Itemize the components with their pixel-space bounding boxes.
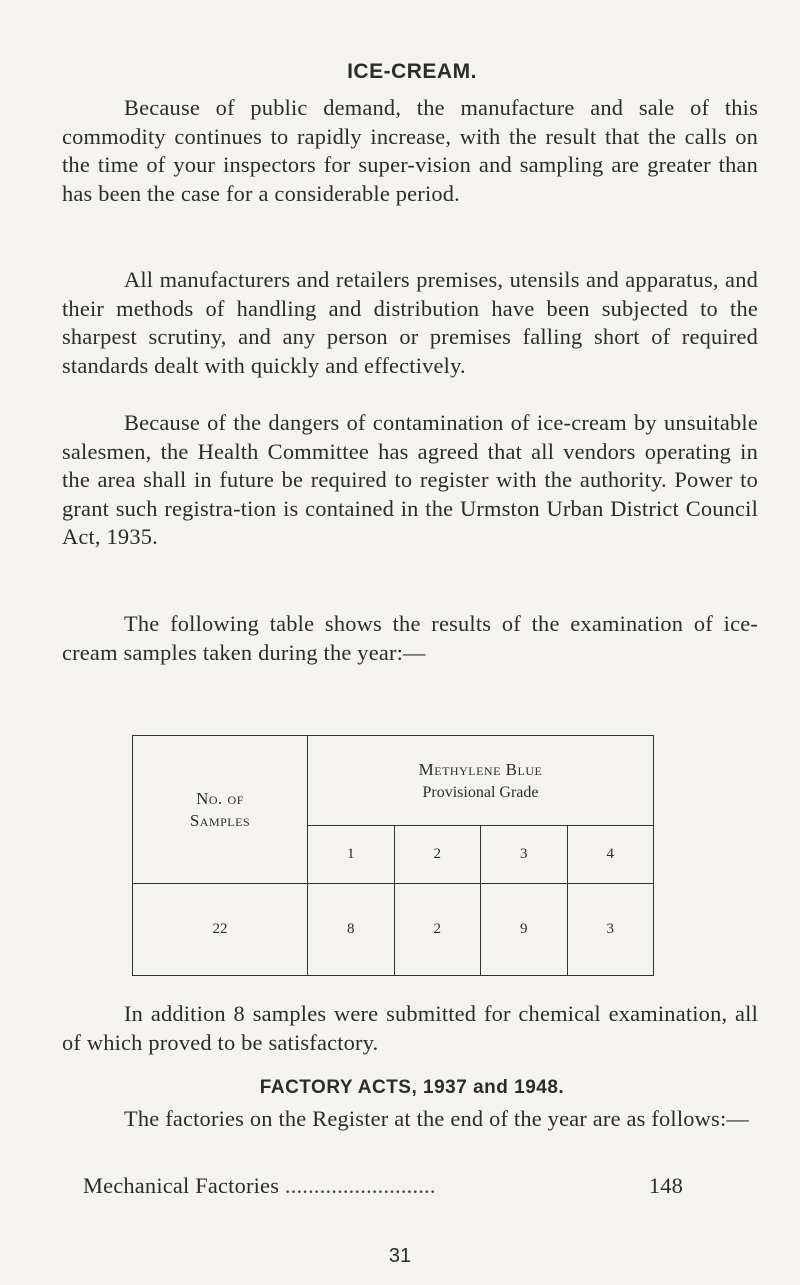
grade-1-value: 8 bbox=[308, 884, 395, 976]
samples-table bbox=[132, 735, 654, 975]
grade-subheader: Provisional Grade bbox=[422, 783, 539, 801]
page-number: 31 bbox=[388, 1245, 412, 1267]
grade-1-header: 1 bbox=[308, 826, 395, 884]
paragraph-table-intro: The following table shows the results of the examination of ice-cream samples taken during the year:— bbox=[62, 611, 758, 665]
grade-header: Methylene Blue bbox=[418, 759, 543, 779]
paragraph-contamination: Because of the dangers of contamination of ice-cream by unsuitable salesmen, the Health Committee has agreed that all vendors operating in the area shall in future be required to register with the authority. Power to grant such registra-tion is contained in the Urmston Urban District Council Act, 1935. bbox=[62, 410, 758, 550]
grade-2-header: 2 bbox=[394, 826, 481, 884]
samples-header-cell bbox=[133, 736, 308, 884]
grade-3-value: 9 bbox=[481, 884, 568, 976]
ice-cream-heading: ICE-CREAM. bbox=[347, 60, 477, 83]
mechanical-factories-value: 148 bbox=[648, 1173, 683, 1198]
grade-header-cell bbox=[308, 736, 654, 826]
paragraph-public-demand: Because of public demand, the manufacture and sale of this commodity continues to rapidly increase, with the result that the calls on the time of your inspectors for super-vision and sampling are greater than has been the case for a considerable period. bbox=[62, 95, 758, 206]
samples-count: 22 bbox=[133, 884, 308, 976]
paragraph-manufacturers: All manufacturers and retailers premises, utensils and apparatus, and their methods of handling and distribution have been subjected to the sharpest scrutiny, and any person or premises falling short of required standards dealt with quickly and effectively. bbox=[62, 267, 758, 378]
paragraph-chemical-examination: In addition 8 samples were submitted for chemical examination, all of which proved to be satisfactory. bbox=[62, 1001, 758, 1055]
grade-4-value: 3 bbox=[567, 884, 654, 976]
paragraph-factories-intro: The factories on the Register at the end of the year are as follows:— bbox=[124, 1106, 749, 1131]
grade-4-header: 4 bbox=[567, 826, 654, 884]
factory-acts-heading: FACTORY ACTS, 1937 and 1948. bbox=[259, 1077, 565, 1098]
grade-3-header: 3 bbox=[481, 826, 568, 884]
mechanical-factories-label: Mechanical Factories bbox=[83, 1173, 280, 1198]
mechanical-factories-line: Mechanical Factories .......................... 148 bbox=[83, 1173, 683, 1198]
grade-2-value: 2 bbox=[394, 884, 481, 976]
samples-header: No. of Samples bbox=[189, 788, 251, 830]
